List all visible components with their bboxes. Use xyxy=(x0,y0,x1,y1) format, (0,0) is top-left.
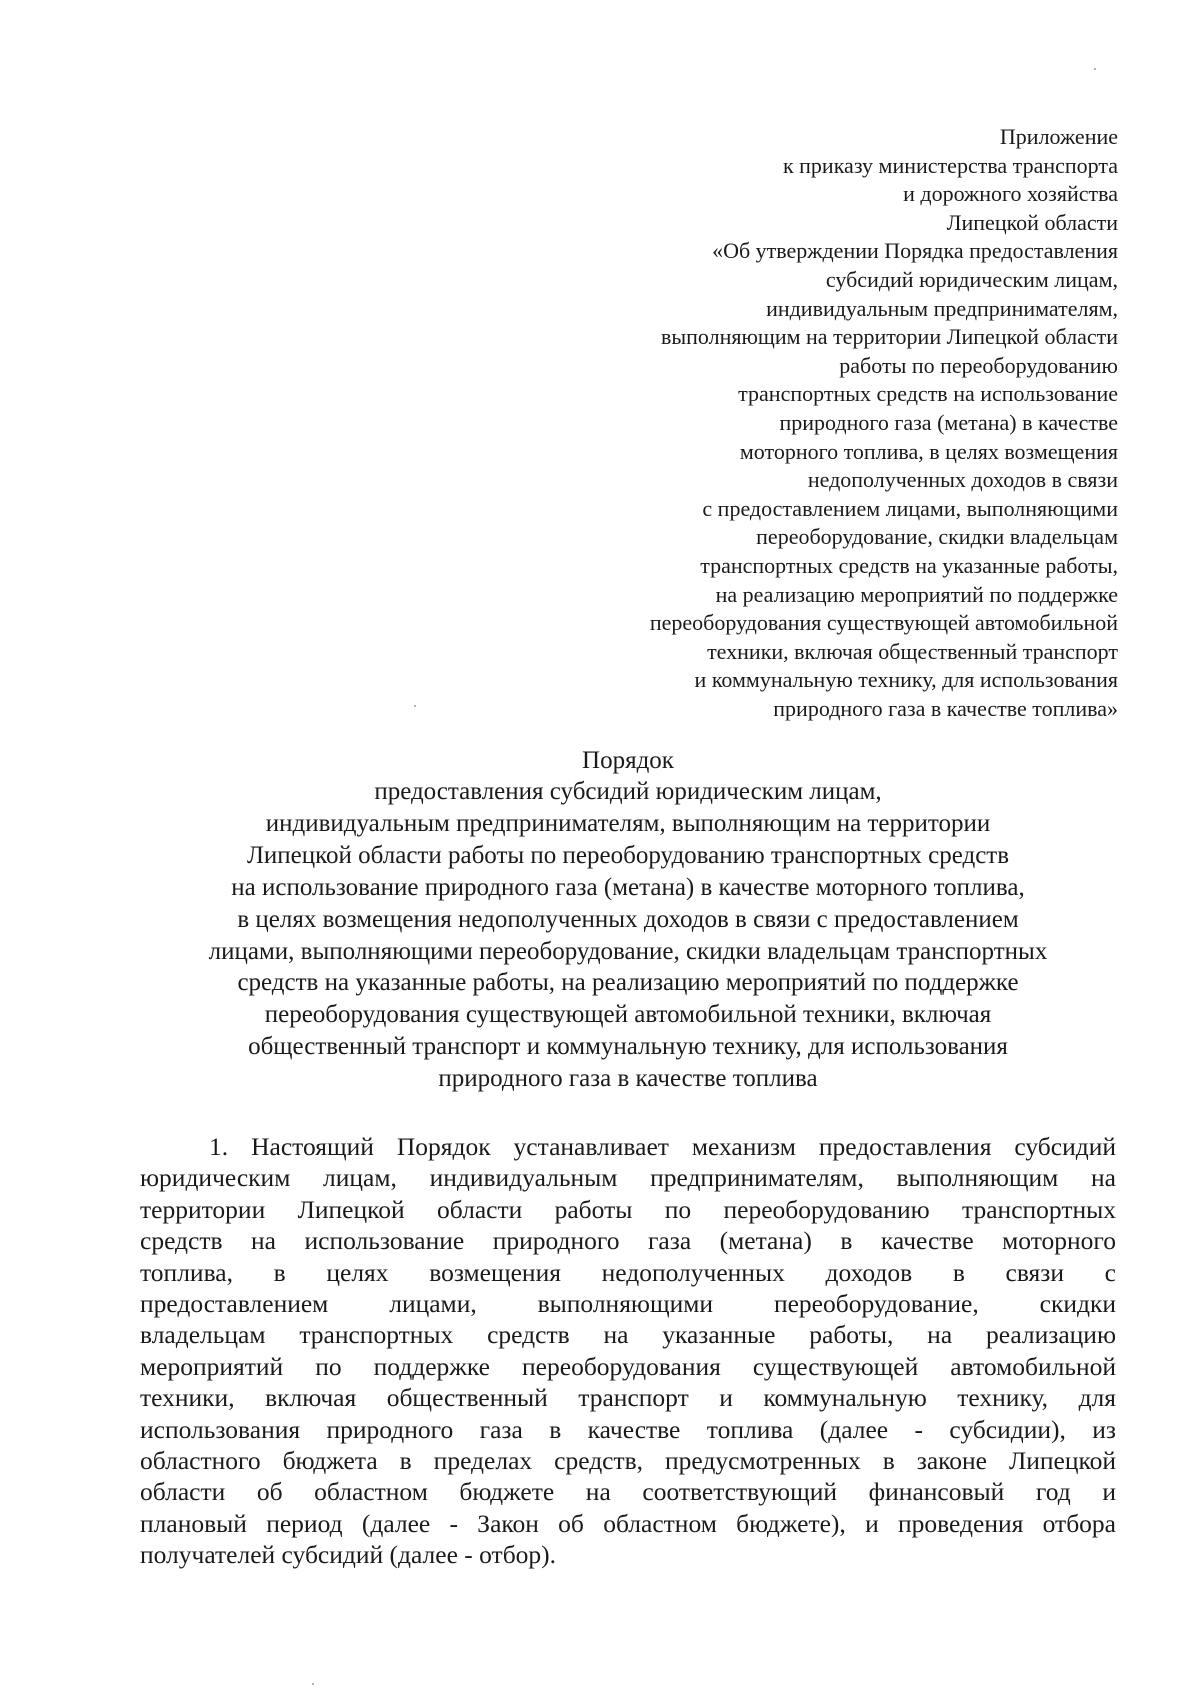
heading-line: Липецкой области работы по переоборудованию транспортных средств xyxy=(246,841,1010,869)
appendix-line: «Об утверждении Порядка предоставления xyxy=(712,238,1118,264)
appendix-line: субсидий юридическим лицам, xyxy=(825,266,1118,292)
paragraph-line: получателей субсидий (далее - отбор). xyxy=(140,1540,557,1570)
appendix-line: выполняющим на территории Липецкой области xyxy=(660,324,1118,350)
appendix-line: и коммунальную технику, для использования xyxy=(694,667,1118,693)
paragraph-line: топлива, в целях возмещения недополученных доходов в связи с xyxy=(140,1257,1116,1287)
appendix-line: на реализацию мероприятий по поддержке xyxy=(715,581,1118,607)
paragraph-1 xyxy=(140,1131,1116,1570)
heading-line: средств на указанные работы, на реализацию мероприятий по поддержке xyxy=(237,969,1019,997)
appendix-line: транспортных средств на использование xyxy=(738,381,1118,407)
appendix-line: техники, включая общественный транспорт xyxy=(707,638,1118,664)
scan-speck xyxy=(1094,68,1096,70)
paragraph-line: территории Липецкой области работы по переоборудованию транспортных xyxy=(140,1194,1116,1224)
document-title: Порядок xyxy=(582,747,674,774)
paragraph-line: предоставлением лицами, выполняющими переоборудование, скидки xyxy=(140,1288,1116,1318)
heading-line: лицами, выполняющими переоборудование, скидки владельцам транспортных xyxy=(208,937,1048,965)
heading-line: индивидуальным предпринимателям, выполняющим на территории xyxy=(265,809,991,837)
appendix-line: индивидуальным предпринимателям, xyxy=(766,295,1118,321)
appendix-line: и дорожного хозяйства xyxy=(903,181,1118,207)
appendix-line: Приложение xyxy=(999,124,1118,149)
appendix-line: природного газа (метана) в качестве xyxy=(779,409,1118,435)
paragraph-line: техники, включая общественный транспорт и коммунальную технику, для xyxy=(140,1383,1116,1413)
paragraph-line: 1. Настоящий Порядок устанавливает механизм предоставления субсидий xyxy=(209,1132,1116,1161)
appendix-line: работы по переоборудованию xyxy=(839,352,1118,378)
scan-speck xyxy=(312,1683,314,1685)
heading-line: общественный транспорт и коммунальную технику, для использования xyxy=(248,1033,1008,1061)
appendix-line: переоборудования существующей автомобильной xyxy=(649,610,1118,636)
heading-line: на использование природного газа (метана) в качестве моторного топлива, xyxy=(231,873,1025,901)
appendix-line: недополученных доходов в связи xyxy=(807,467,1118,493)
paragraph-line: владельцам транспортных средств на указанные работы, на реализацию xyxy=(140,1320,1116,1350)
appendix-header xyxy=(650,123,1118,723)
appendix-line: переоборудование, скидки владельцам xyxy=(756,524,1118,550)
paragraph-line: области об областном бюджете на соответствующий финансовый год и xyxy=(140,1477,1116,1507)
paragraph-line: юридическим лицам, индивидуальным предпринимателям, выполняющим на xyxy=(140,1163,1116,1193)
paragraph-line: мероприятий по поддержке переоборудования существующей автомобильной xyxy=(140,1351,1116,1381)
appendix-line: транспортных средств на указанные работы, xyxy=(700,552,1118,578)
appendix-line: с предоставлением лицами, выполняющими xyxy=(702,495,1118,521)
appendix-line: моторного топлива, в целях возмещения xyxy=(739,438,1118,464)
paragraph-line: областного бюджета в пределах средств, предусмотренных в законе Липецкой xyxy=(140,1445,1116,1475)
paragraph-line: средств на использование природного газа (метана) в качестве моторного xyxy=(140,1226,1116,1256)
paragraph-line: плановый период (далее - Закон об областном бюджете), и проведения отбора xyxy=(140,1508,1116,1538)
heading-line: предоставления субсидий юридическим лицам, xyxy=(374,778,882,805)
paragraph-line: использования природного газа в качестве топлива (далее - субсидии), из xyxy=(140,1414,1116,1444)
heading-line: переоборудования существующей автомобильной техники, включая xyxy=(264,1001,992,1029)
appendix-line: Липецкой области xyxy=(946,209,1118,235)
heading-line: в целях возмещения недополученных доходов в связи с предоставлением xyxy=(237,905,1019,933)
document-heading xyxy=(140,746,1116,1095)
appendix-line: к приказу министерства транспорта xyxy=(782,152,1118,178)
appendix-line: природного газа в качестве топлива» xyxy=(773,695,1118,721)
heading-line: природного газа в качестве топлива xyxy=(438,1065,818,1093)
scan-speck xyxy=(414,705,416,707)
